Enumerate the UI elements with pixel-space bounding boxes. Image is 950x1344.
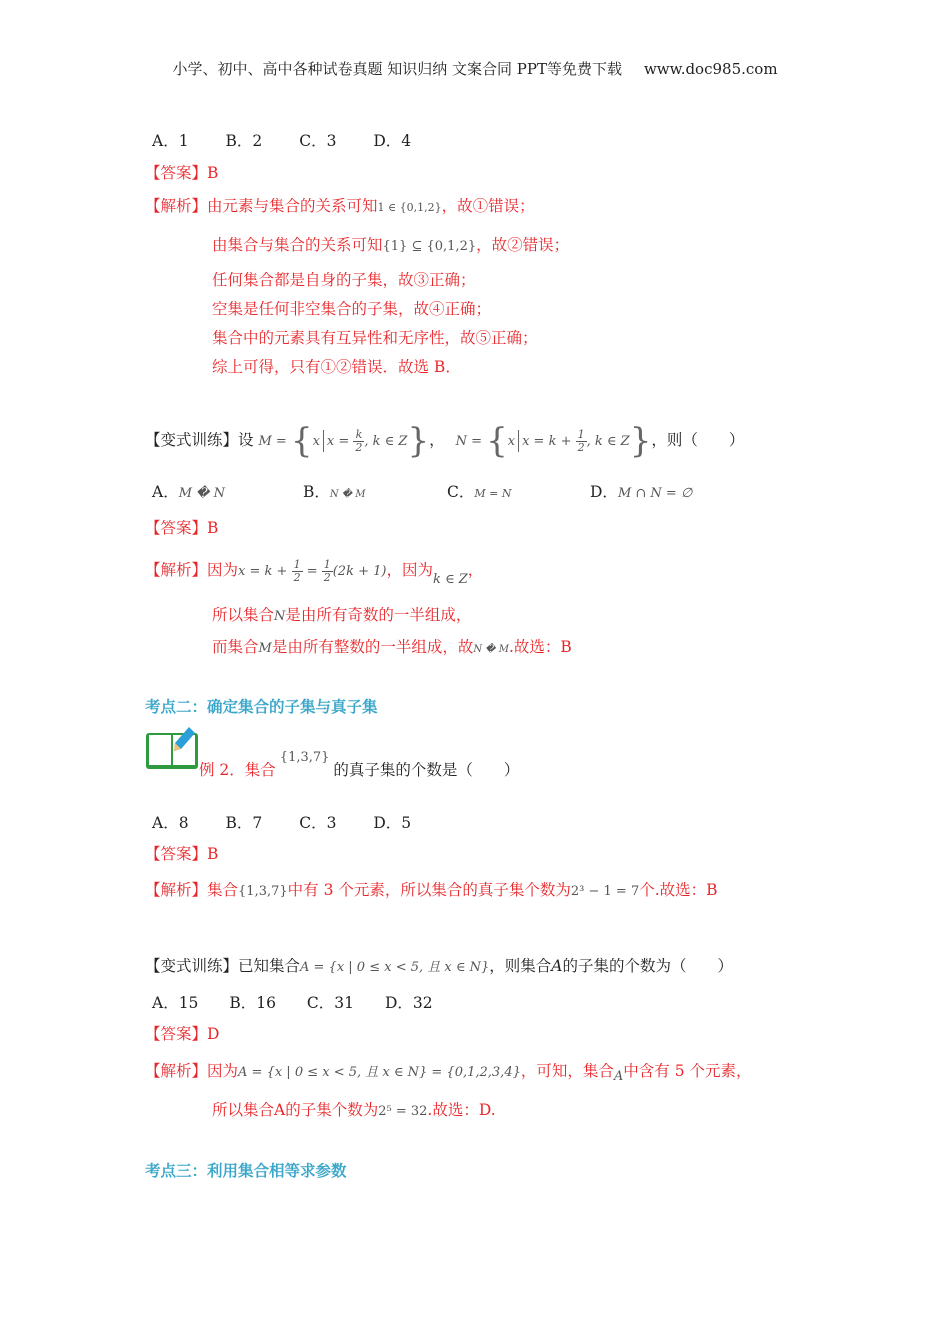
variant-1-analysis-line-3	[212, 637, 572, 660]
text: ，则集合	[489, 957, 552, 975]
text: ，故①错误；	[441, 197, 535, 215]
option-b: B．7	[225, 814, 263, 832]
math: 2³ − 1 = 7	[570, 884, 640, 899]
math: x =	[326, 434, 354, 449]
text: 由元素与集合的关系可知	[207, 197, 378, 215]
page-header	[0, 58, 950, 79]
math: 2⁵ = 32	[378, 1104, 428, 1119]
text: 因为	[207, 1062, 239, 1080]
q1-options	[152, 131, 411, 151]
denominator: 2	[293, 570, 301, 584]
text: 因为	[207, 561, 239, 579]
q1-analysis-line-4: 空集是任何非空集合的子集，故④正确；	[212, 300, 492, 318]
variant-1-option-a	[152, 482, 225, 504]
fraction	[292, 559, 303, 584]
text: ，则（ ）	[651, 431, 745, 449]
variant-1-analysis-line-1	[145, 552, 483, 590]
text: 的子集的个数为（ ）	[562, 957, 733, 975]
math: , k ∈ Z	[364, 434, 408, 449]
answer-label: 【答案】	[145, 845, 208, 863]
text: ，故②错误；	[476, 236, 570, 254]
example-2-options	[152, 813, 411, 833]
math: x = k +	[238, 564, 292, 579]
example-2-question	[199, 750, 520, 782]
numerator: 1	[577, 427, 585, 441]
text: 中有 3 个元素，所以集合的真子集个数为	[287, 881, 571, 899]
brace-open: {	[486, 421, 508, 461]
variant-2-answer	[145, 1024, 219, 1044]
answer-value: B	[207, 519, 219, 537]
answer-label: 【答案】	[145, 164, 208, 182]
math: A	[274, 1101, 286, 1119]
text: ，因为	[386, 561, 433, 579]
text: 是由所有整数的一半组成，故	[271, 638, 474, 656]
text: ，	[429, 431, 445, 449]
variant-2-analysis-line-1	[145, 1061, 751, 1083]
option-c: C．3	[299, 814, 337, 832]
math: A	[613, 1069, 624, 1084]
text: 所以集合	[212, 606, 275, 624]
text: 而集合	[212, 638, 259, 656]
numerator: k	[353, 429, 364, 442]
variant-1-answer	[145, 518, 218, 538]
brace-close: }	[407, 421, 430, 461]
math: {1,3,7}	[238, 884, 288, 899]
math: A = {x | 0 ≤ x < 5, 且 x ∈ N} = {0,1,2,3,4}	[238, 1065, 521, 1080]
option-b: B．16	[229, 994, 276, 1012]
option-math: M � N	[178, 486, 225, 501]
variant-1-question	[145, 420, 744, 462]
math: x = k +	[522, 434, 576, 449]
math: N	[274, 609, 286, 624]
variant-1-analysis-line-2	[212, 605, 471, 627]
analysis-label: 【解析】	[145, 1062, 208, 1080]
option-math: M ∩ N = ∅	[617, 486, 693, 501]
header-text: 小学、初中、高中各种试卷真题 知识归纳 文案合同 PPT等免费下载	[172, 60, 622, 78]
variant-1-option-b	[303, 482, 366, 505]
option-d: D．4	[373, 132, 412, 150]
variant-1-option-c	[447, 482, 511, 504]
text: 是由所有奇数的一半组成，	[285, 606, 472, 624]
math: k ∈ Z	[432, 572, 468, 587]
math: M	[258, 641, 272, 656]
option-d: D．32	[384, 994, 433, 1012]
analysis-label: 【解析】	[145, 881, 208, 899]
q1-analysis-line-6: 综上可得，只有①②错误．故选 B．	[212, 358, 461, 376]
math: {1} ⊆ {0,1,2}	[382, 239, 477, 254]
answer-value: B	[207, 164, 219, 182]
denominator: 2	[323, 570, 331, 584]
text: .故选：D.	[427, 1101, 496, 1119]
text: ，可知，集合	[520, 1062, 614, 1080]
option-c: C．3	[299, 132, 337, 150]
variant-2-options	[152, 993, 433, 1013]
set-bar	[323, 430, 324, 452]
brace-open: {	[290, 421, 313, 461]
math: , k ∈ Z	[586, 434, 630, 449]
q1-analysis-line-5: 集合中的元素具有互异性和无序性，故⑤正确；	[212, 329, 538, 347]
key-point-3-heading: 考点三：利用集合相等求参数	[145, 1161, 347, 1180]
text: 集合	[207, 881, 239, 899]
option-math: N � M	[329, 489, 366, 500]
answer-value: B	[207, 845, 219, 863]
text: 所以集合	[212, 1101, 275, 1119]
variant-label: 【变式训练】已知集合	[145, 957, 301, 975]
text: .故选：B	[508, 638, 572, 656]
math: M =	[258, 434, 291, 449]
q1-analysis-line-3: 任何集合都是自身的子集，故③正确；	[212, 271, 476, 289]
denominator: 2	[577, 440, 585, 454]
example-2-analysis	[145, 880, 718, 902]
q1-analysis-line-2	[212, 235, 569, 257]
numerator: 1	[293, 557, 301, 571]
option-label: C．	[447, 483, 475, 501]
math: N � M	[473, 644, 509, 655]
option-a: A．8	[152, 814, 189, 832]
example-label: 例 2．集合	[199, 761, 276, 779]
answer-label: 【答案】	[145, 1025, 208, 1043]
text: ，	[467, 561, 484, 579]
variant-1-option-d	[590, 482, 692, 504]
option-math: M = N	[474, 487, 512, 500]
option-label: B．	[303, 483, 330, 501]
answer-label: 【答案】	[145, 519, 208, 537]
option-label: D．	[590, 483, 618, 501]
option-a: A．1	[152, 132, 189, 150]
set-math: {1,3,7}	[279, 750, 330, 765]
math: N =	[455, 434, 487, 449]
analysis-label: 【解析】	[145, 561, 208, 579]
variant-2-question	[145, 956, 733, 978]
option-b: B．2	[225, 132, 263, 150]
math: 1 ∈ {0,1,2}	[377, 201, 442, 214]
numerator: 1	[323, 557, 331, 571]
text: 由集合与集合的关系可知	[212, 236, 383, 254]
brace-close: }	[629, 421, 652, 461]
text: 的子集个数为	[285, 1101, 379, 1119]
question-tail: 的真子集的个数是（ ）	[333, 761, 520, 779]
option-a: A．15	[152, 994, 199, 1012]
q1-analysis-line-1	[145, 196, 535, 218]
denominator: 2	[355, 440, 363, 454]
key-point-2-heading: 考点二：确定集合的子集与真子集	[145, 697, 378, 716]
math: x	[507, 434, 516, 449]
book-icon	[145, 725, 199, 771]
option-d: D．5	[373, 814, 412, 832]
answer-value: D	[207, 1025, 220, 1043]
fraction	[576, 429, 587, 454]
fraction	[353, 429, 364, 454]
q1-answer	[145, 163, 218, 183]
set-bar	[518, 430, 519, 452]
math: A	[551, 957, 563, 975]
math: =	[302, 564, 322, 579]
analysis-label: 【解析】	[145, 197, 208, 215]
fraction	[322, 559, 333, 584]
math: x	[312, 434, 320, 449]
text: 中含有 5 个元素，	[623, 1062, 752, 1080]
math: (2k + 1)	[332, 564, 387, 579]
math: A = {x | 0 ≤ x < 5, 且 x ∈ N}	[300, 960, 490, 975]
header-url: www.doc985.com	[643, 60, 778, 78]
example-2-answer	[145, 844, 218, 864]
option-label: A．	[152, 483, 179, 501]
variant-label: 【变式训练】设	[145, 431, 254, 449]
option-c: C．31	[306, 994, 355, 1012]
text: 个.故选：B	[639, 881, 718, 899]
variant-2-analysis-line-2	[212, 1100, 496, 1122]
